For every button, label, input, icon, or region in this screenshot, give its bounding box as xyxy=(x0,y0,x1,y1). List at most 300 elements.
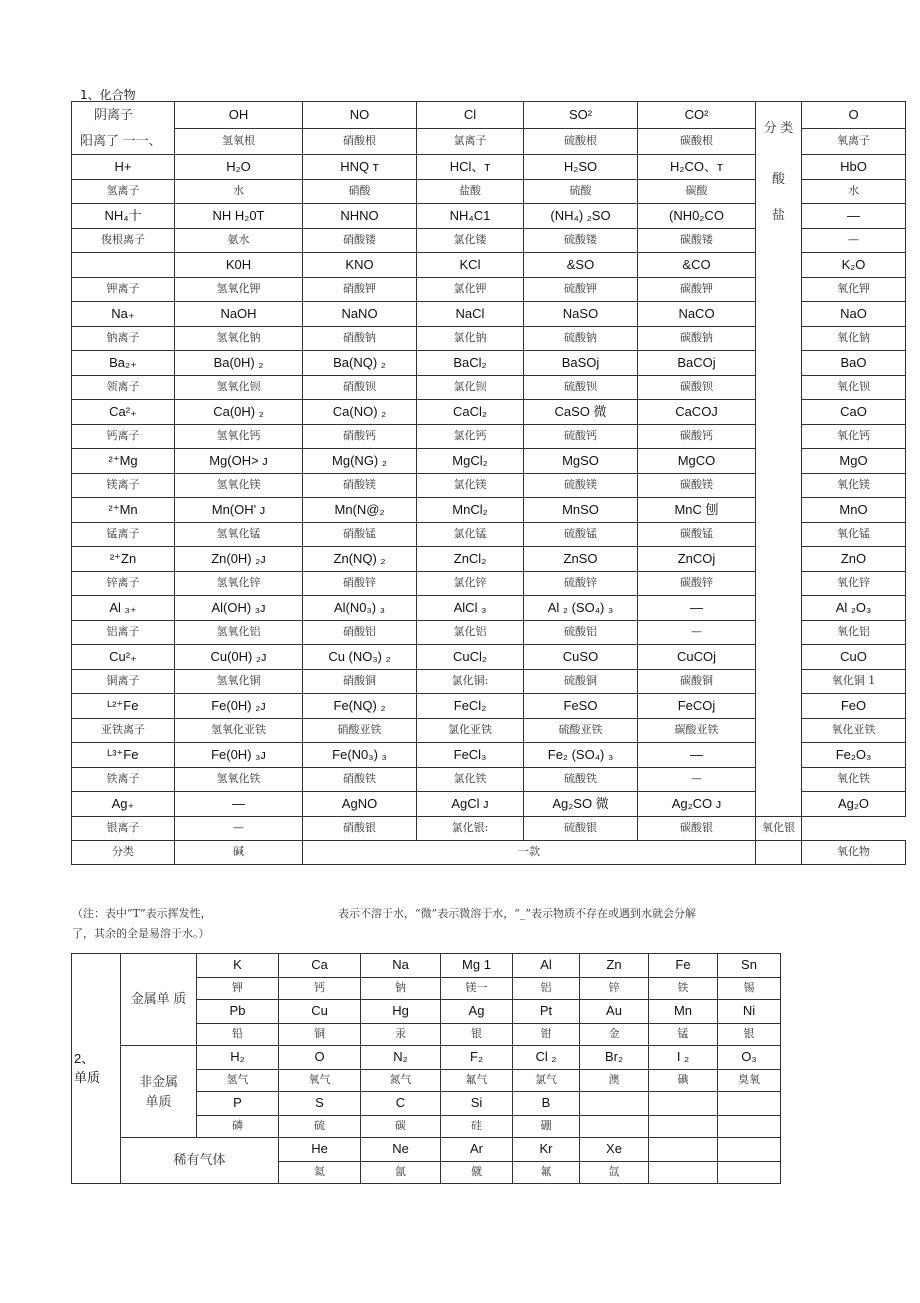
section1-title: 1、化合物 xyxy=(80,88,136,102)
acid-class: 酸 xyxy=(756,155,802,204)
compound-name: 硫酸钠 xyxy=(524,327,638,351)
element-name: 碳 xyxy=(361,1116,441,1138)
noble-label: 稀有气体 xyxy=(121,1138,279,1184)
element-name xyxy=(718,1162,781,1184)
compound-name: 碳酸镁 xyxy=(638,474,756,498)
compound-formula: Fe(0H) ₂ᴊ xyxy=(175,694,303,719)
compound-name: 碳酸镂 xyxy=(638,229,756,253)
element-symbol xyxy=(580,1092,649,1116)
corner-anion: 阴离子 xyxy=(94,107,134,122)
element-symbol: Br₂ xyxy=(580,1046,649,1070)
element-symbol: Mn xyxy=(649,1000,718,1024)
element-symbol: Cu xyxy=(279,1000,361,1024)
compound-formula: &SO xyxy=(524,253,638,278)
element-symbol: Si xyxy=(441,1092,513,1116)
compound-name: 硝酸铝 xyxy=(303,621,417,645)
compound-name: 碳酸银 xyxy=(638,817,756,841)
cation-formula: Ba₂₊ xyxy=(72,351,175,376)
element-symbol: Cl ₂ xyxy=(513,1046,580,1070)
compound-formula: NaCl xyxy=(417,302,524,327)
note-part3: 了，其余的全是易溶于水。） xyxy=(72,927,210,940)
compound-name: 氯化镂 xyxy=(417,229,524,253)
compound-name: 硝酸亚铁 xyxy=(303,719,417,743)
element-name: 锡 xyxy=(718,978,781,1000)
cation-name: 银离子 xyxy=(72,817,175,841)
oxide-formula: NaO xyxy=(802,302,906,327)
compound-name: 硝酸钡 xyxy=(303,376,417,400)
compound-name: 氢氧化镁 xyxy=(175,474,303,498)
compound-formula: Zn(NQ) ₂ xyxy=(303,547,417,572)
compounds-table xyxy=(71,101,906,865)
cation-formula: ²⁺Mn xyxy=(72,498,175,523)
compound-name: 氯化铁 xyxy=(417,768,524,792)
compound-name: 氢氧化铁 xyxy=(175,768,303,792)
compound-name: 氨水 xyxy=(175,229,303,253)
compound-formula: Fe₂ (SO₄) ₃ xyxy=(524,743,638,768)
compound-name: 硫酸钾 xyxy=(524,278,638,302)
compound-formula: (NH₄) ₂SO xyxy=(524,204,638,229)
oxide-formula: MgO xyxy=(802,449,906,474)
anion-formula: NO xyxy=(303,102,417,129)
element-name: 氯气 xyxy=(513,1070,580,1092)
element-name: 银 xyxy=(718,1024,781,1046)
cation-name: 亚铁离子 xyxy=(72,719,175,743)
oxide-name: 氧化锌 xyxy=(802,572,906,596)
oxide-formula: Ag₂O xyxy=(802,792,906,817)
element-symbol: Ag xyxy=(441,1000,513,1024)
compound-name: 氯化钡 xyxy=(417,376,524,400)
element-name: 锌 xyxy=(580,978,649,1000)
compound-formula: FeCl₃ xyxy=(417,743,524,768)
cation-formula: H+ xyxy=(72,155,175,180)
compound-formula: CaSO 微 xyxy=(524,400,638,425)
oxide-formula: CaO xyxy=(802,400,906,425)
anion-formula: CO² xyxy=(638,102,756,129)
compound-formula: NaNO xyxy=(303,302,417,327)
oxide-name: 氧化亚铁 xyxy=(802,719,906,743)
compound-formula: H₂O xyxy=(175,155,303,180)
compound-formula: Cu(0H) ₂ᴊ xyxy=(175,645,303,670)
element-name: 臭氧 xyxy=(718,1070,781,1092)
compound-formula: MgCO xyxy=(638,449,756,474)
compound-name: 硝酸钠 xyxy=(303,327,417,351)
compound-formula: NH₄C1 xyxy=(417,204,524,229)
compound-name: 硝酸镁 xyxy=(303,474,417,498)
element-name: 钳 xyxy=(513,1024,580,1046)
element-name: 氮气 xyxy=(361,1070,441,1092)
element-name: 铁 xyxy=(649,978,718,1000)
compound-formula: Ba(NQ) ₂ xyxy=(303,351,417,376)
compound-name: 碳酸钠 xyxy=(638,327,756,351)
compound-name: 碳酸 xyxy=(638,180,756,204)
oxide-name: 氧离子 xyxy=(802,129,906,155)
oxide-name: 氧化钙 xyxy=(802,425,906,449)
cation-formula: ᴸ²⁺Fe xyxy=(72,694,175,719)
compound-formula: FeCOj xyxy=(638,694,756,719)
compound-name: 硫酸镁 xyxy=(524,474,638,498)
element-symbol: Ar xyxy=(441,1138,513,1162)
section2-title xyxy=(72,954,121,1184)
compound-name: 水 xyxy=(175,180,303,204)
compound-formula: CaCOJ xyxy=(638,400,756,425)
oxide-name: 氧化钠 xyxy=(802,327,906,351)
element-name: 氟气 xyxy=(441,1070,513,1092)
cation-formula: NH₄十 xyxy=(72,204,175,229)
oxide-name: 氧化钡 xyxy=(802,376,906,400)
cation-name: 领离子 xyxy=(72,376,175,400)
oxide-name: — xyxy=(802,229,906,253)
cation-name: 铁离子 xyxy=(72,768,175,792)
element-symbol: C xyxy=(361,1092,441,1116)
compound-name: 碳酸钡 xyxy=(638,376,756,400)
element-symbol xyxy=(718,1092,781,1116)
compound-formula: Al ₂ (SO₄) ₃ xyxy=(524,596,638,621)
compound-formula: MnSO xyxy=(524,498,638,523)
element-symbol: N₂ xyxy=(361,1046,441,1070)
cation-name: 铜离子 xyxy=(72,670,175,694)
compound-name: 硫酸银 xyxy=(524,817,638,841)
element-name: 镁一 xyxy=(441,978,513,1000)
cation-name: 铝离子 xyxy=(72,621,175,645)
oxide-formula: O xyxy=(802,102,906,129)
compound-formula: Fe(0H) ₃ᴊ xyxy=(175,743,303,768)
element-name xyxy=(580,1116,649,1138)
cation-name: 锰离子 xyxy=(72,523,175,547)
compound-formula: Al(OH) ₃ᴊ xyxy=(175,596,303,621)
compound-name: 碳酸铜 xyxy=(638,670,756,694)
oxide-formula: Al ₂O₃ xyxy=(802,596,906,621)
compound-formula: Ag₂SO 微 xyxy=(524,792,638,817)
compound-formula: CaCl₂ xyxy=(417,400,524,425)
element-name: 钠 xyxy=(361,978,441,1000)
element-row xyxy=(72,1138,781,1162)
element-symbol: Pb xyxy=(197,1000,279,1024)
compound-formula: MgCl₂ xyxy=(417,449,524,474)
compound-name: 硝酸锌 xyxy=(303,572,417,596)
element-symbol: I ₂ xyxy=(649,1046,718,1070)
element-symbol: S xyxy=(279,1092,361,1116)
footer-salt: 一款 xyxy=(303,841,756,865)
compound-name: 氯化铜: xyxy=(417,670,524,694)
compound-formula: KNO xyxy=(303,253,417,278)
compound-formula: Mn(N@₂ xyxy=(303,498,417,523)
note-part1: （注：表中“T”表示挥发性， xyxy=(72,907,212,920)
nonmetal-label xyxy=(121,1046,197,1138)
cation-formula: Ag₊ xyxy=(72,792,175,817)
element-symbol: Hg xyxy=(361,1000,441,1024)
oxide-formula: K₂O xyxy=(802,253,906,278)
footer-base: 碱 xyxy=(175,841,303,865)
table-row xyxy=(72,204,906,229)
oxide-formula: FeO xyxy=(802,694,906,719)
anion-formula: OH xyxy=(175,102,303,129)
element-name: 铝 xyxy=(513,978,580,1000)
compound-formula: AgCl ᴊ xyxy=(417,792,524,817)
compound-name: 硝酸钾 xyxy=(303,278,417,302)
cation-name: 钙离子 xyxy=(72,425,175,449)
anion-name: 碳酸根 xyxy=(638,129,756,155)
compound-name: 硫酸亚铁 xyxy=(524,719,638,743)
compound-name: 盐酸 xyxy=(417,180,524,204)
compound-formula: ZnCOj xyxy=(638,547,756,572)
element-symbol xyxy=(718,1138,781,1162)
nonmetal-label-text: 非金属 单质 xyxy=(138,1073,178,1109)
compound-name: 硝酸铜 xyxy=(303,670,417,694)
compound-formula: Fe(NQ) ₂ xyxy=(303,694,417,719)
compound-name: 氯化亚铁 xyxy=(417,719,524,743)
compound-name: 氢氧化铝 xyxy=(175,621,303,645)
element-symbol: Na xyxy=(361,954,441,978)
compound-formula: BaCOj xyxy=(638,351,756,376)
anion-formula: SO² xyxy=(524,102,638,129)
compound-formula: &CO xyxy=(638,253,756,278)
element-name: 硅 xyxy=(441,1116,513,1138)
compound-name: 氢氧化锰 xyxy=(175,523,303,547)
oxide-name: 氧化钾 xyxy=(802,278,906,302)
compound-formula: BaSOj xyxy=(524,351,638,376)
compound-name: 硝酸镂 xyxy=(303,229,417,253)
element-symbol: P xyxy=(197,1092,279,1116)
cation-name: 俊根离子 xyxy=(72,229,175,253)
oxide-name: 氧化铝 xyxy=(802,621,906,645)
cation-formula: Na₊ xyxy=(72,302,175,327)
element-name: 氧气 xyxy=(279,1070,361,1092)
compound-name: 硫酸锌 xyxy=(524,572,638,596)
oxide-name: 氧化银 xyxy=(756,817,802,841)
compound-formula: Mn(OH' ᴊ xyxy=(175,498,303,523)
compound-name: 氯化钾 xyxy=(417,278,524,302)
table-row xyxy=(72,817,906,841)
element-name: 铅 xyxy=(197,1024,279,1046)
compound-name: 硝酸钙 xyxy=(303,425,417,449)
cation-formula: ²⁺Mg xyxy=(72,449,175,474)
cation-name: 钠离子 xyxy=(72,327,175,351)
compound-name: 硝酸 xyxy=(303,180,417,204)
element-symbol xyxy=(649,1138,718,1162)
element-symbol: Fe xyxy=(649,954,718,978)
compound-formula: MgSO xyxy=(524,449,638,474)
cation-formula: Ca²₊ xyxy=(72,400,175,425)
compound-name: 碳酸亚铁 xyxy=(638,719,756,743)
element-name xyxy=(649,1162,718,1184)
compound-formula: Mg(OH> ᴊ xyxy=(175,449,303,474)
element-symbol xyxy=(649,1092,718,1116)
oxide-name: 氧化锰 xyxy=(802,523,906,547)
element-symbol: Mg 1 xyxy=(441,954,513,978)
element-name: 氟 xyxy=(513,1162,580,1184)
compound-name: 碳酸钾 xyxy=(638,278,756,302)
element-name xyxy=(718,1116,781,1138)
compound-formula: NaSO xyxy=(524,302,638,327)
oxide-formula: MnO xyxy=(802,498,906,523)
anion-formula: Cl xyxy=(417,102,524,129)
header-row xyxy=(72,102,906,129)
compound-formula: NaCO xyxy=(638,302,756,327)
element-row xyxy=(72,954,781,978)
compound-formula: Fe(N0₃) ₃ xyxy=(303,743,417,768)
compound-formula: MnC 刨 xyxy=(638,498,756,523)
note-part2: 表示不溶于水，“微”表示微溶于水，“_”表示物质不存在或遇到水就会分解 xyxy=(338,907,696,920)
compound-name: — xyxy=(638,621,756,645)
compound-formula: CuCl₂ xyxy=(417,645,524,670)
compound-name: 硫酸铝 xyxy=(524,621,638,645)
oxide-formula: Fe₂O₃ xyxy=(802,743,906,768)
element-name: 硼 xyxy=(513,1116,580,1138)
compound-formula: H₂CO、ᴛ xyxy=(638,155,756,180)
compound-name: 碳酸钙 xyxy=(638,425,756,449)
compound-name: 氢氧化钙 xyxy=(175,425,303,449)
compound-name: 氯化锌 xyxy=(417,572,524,596)
table-row xyxy=(72,155,906,180)
element-row xyxy=(72,1046,781,1070)
compound-formula: H₂SO xyxy=(524,155,638,180)
element-name: 银 xyxy=(441,1024,513,1046)
compound-name: 硫酸镂 xyxy=(524,229,638,253)
compound-formula: FeCl₂ xyxy=(417,694,524,719)
cation-formula xyxy=(72,253,175,278)
compound-name: 氯化镁 xyxy=(417,474,524,498)
salt-class: 盐 xyxy=(756,204,802,817)
compound-name: 氢氧化钡 xyxy=(175,376,303,400)
anion-name: 氢氧根 xyxy=(175,129,303,155)
element-name: 氤 xyxy=(361,1162,441,1184)
element-symbol: Ne xyxy=(361,1138,441,1162)
cation-name: 氢离子 xyxy=(72,180,175,204)
footer-class-empty xyxy=(756,841,802,865)
compound-formula: NHNO xyxy=(303,204,417,229)
compound-formula: AlCl ₃ xyxy=(417,596,524,621)
element-symbol: H₂ xyxy=(197,1046,279,1070)
cation-name: 钾离子 xyxy=(72,278,175,302)
element-symbol: He xyxy=(279,1138,361,1162)
compound-name: 硝酸锰 xyxy=(303,523,417,547)
element-name xyxy=(649,1116,718,1138)
element-name: 澳 xyxy=(580,1070,649,1092)
element-name: 汞 xyxy=(361,1024,441,1046)
element-name: 僦 xyxy=(441,1162,513,1184)
compound-formula: — xyxy=(638,596,756,621)
compound-name: 碳酸锌 xyxy=(638,572,756,596)
element-name: 硫 xyxy=(279,1116,361,1138)
compound-formula: FeSO xyxy=(524,694,638,719)
compound-name: 硝酸铁 xyxy=(303,768,417,792)
element-symbol: B xyxy=(513,1092,580,1116)
compound-formula: BaCl₂ xyxy=(417,351,524,376)
compound-formula: Ba(0H) ₂ xyxy=(175,351,303,376)
oxide-formula: — xyxy=(802,204,906,229)
compound-formula: Ca(NO) ₂ xyxy=(303,400,417,425)
oxide-formula: HbO xyxy=(802,155,906,180)
element-symbol: Ca xyxy=(279,954,361,978)
element-symbol: Xe xyxy=(580,1138,649,1162)
compound-name: 硝酸银 xyxy=(303,817,417,841)
footer-label: 分类 xyxy=(72,841,175,865)
compound-formula: Al(N0₃) ₃ xyxy=(303,596,417,621)
element-symbol: F₂ xyxy=(441,1046,513,1070)
element-symbol: Kr xyxy=(513,1138,580,1162)
compound-formula: HCl、ᴛ xyxy=(417,155,524,180)
compound-name: 硫酸铜 xyxy=(524,670,638,694)
compound-formula: — xyxy=(638,743,756,768)
footer-oxide: 氧化物 xyxy=(802,841,906,865)
compound-name: 碳酸锰 xyxy=(638,523,756,547)
compound-formula: — xyxy=(175,792,303,817)
compound-formula: Cu (NO₃) ₂ xyxy=(303,645,417,670)
compound-formula: Zn(0H) ₂ᴊ xyxy=(175,547,303,572)
element-symbol: Sn xyxy=(718,954,781,978)
compound-formula: CuSO xyxy=(524,645,638,670)
element-symbol: K xyxy=(197,954,279,978)
section2-number: 2、 xyxy=(74,1051,95,1067)
cation-name: 镁离子 xyxy=(72,474,175,498)
element-symbol: Pt xyxy=(513,1000,580,1024)
element-name: 金 xyxy=(580,1024,649,1046)
cation-formula: Cu²₊ xyxy=(72,645,175,670)
compound-name: 硫酸钙 xyxy=(524,425,638,449)
compound-name: 氢氧化亚铁 xyxy=(175,719,303,743)
compound-formula: KCl xyxy=(417,253,524,278)
compound-name: 氯化钠 xyxy=(417,327,524,351)
compound-formula: (NH0₂CO xyxy=(638,204,756,229)
element-name: 锰 xyxy=(649,1024,718,1046)
compound-formula: K0H xyxy=(175,253,303,278)
anion-name: 氯离子 xyxy=(417,129,524,155)
compound-name: 氢氧化锌 xyxy=(175,572,303,596)
compound-name: 氯化银: xyxy=(417,817,524,841)
compound-formula: HNQ ᴛ xyxy=(303,155,417,180)
cation-formula: ²⁺Zn xyxy=(72,547,175,572)
element-name: 氙 xyxy=(580,1162,649,1184)
elements-table xyxy=(71,953,781,1184)
element-symbol: Ni xyxy=(718,1000,781,1024)
oxide-formula: CuO xyxy=(802,645,906,670)
class-header: 分 类 xyxy=(756,102,802,155)
element-symbol: O xyxy=(279,1046,361,1070)
footer-row xyxy=(72,841,906,865)
element-name: 氦 xyxy=(279,1162,361,1184)
compound-formula: AgNO xyxy=(303,792,417,817)
compound-name: 氯化锰 xyxy=(417,523,524,547)
compound-name: 硫酸 xyxy=(524,180,638,204)
compound-formula: CuCOj xyxy=(638,645,756,670)
compound-formula: ZnCl₂ xyxy=(417,547,524,572)
element-symbol: Zn xyxy=(580,954,649,978)
corner-header xyxy=(72,102,175,155)
compound-name: — xyxy=(638,768,756,792)
element-symbol: Au xyxy=(580,1000,649,1024)
oxide-formula: BaO xyxy=(802,351,906,376)
compound-formula: MnCl₂ xyxy=(417,498,524,523)
element-name: 铜 xyxy=(279,1024,361,1046)
corner-cation: 阳离了 一一、 xyxy=(80,133,162,148)
element-symbol: Al xyxy=(513,954,580,978)
compound-name: 氢氧化钾 xyxy=(175,278,303,302)
oxide-name: 水 xyxy=(802,180,906,204)
section2-label: 单质 xyxy=(74,1069,101,1085)
compound-name: 氢氧化铜 xyxy=(175,670,303,694)
compound-formula: NaOH xyxy=(175,302,303,327)
compound-formula: Ag₂CO ᴊ xyxy=(638,792,756,817)
oxide-name: 氧化镁 xyxy=(802,474,906,498)
anion-name: 硫酸根 xyxy=(524,129,638,155)
cation-formula: ᴸ³⁺Fe xyxy=(72,743,175,768)
element-name: 氢气 xyxy=(197,1070,279,1092)
compound-name: 硫酸锰 xyxy=(524,523,638,547)
compound-name: 硫酸钡 xyxy=(524,376,638,400)
compound-formula: Mg(NG) ₂ xyxy=(303,449,417,474)
oxide-name: 氧化铜 1 xyxy=(802,670,906,694)
compound-name: 氢氧化钠 xyxy=(175,327,303,351)
